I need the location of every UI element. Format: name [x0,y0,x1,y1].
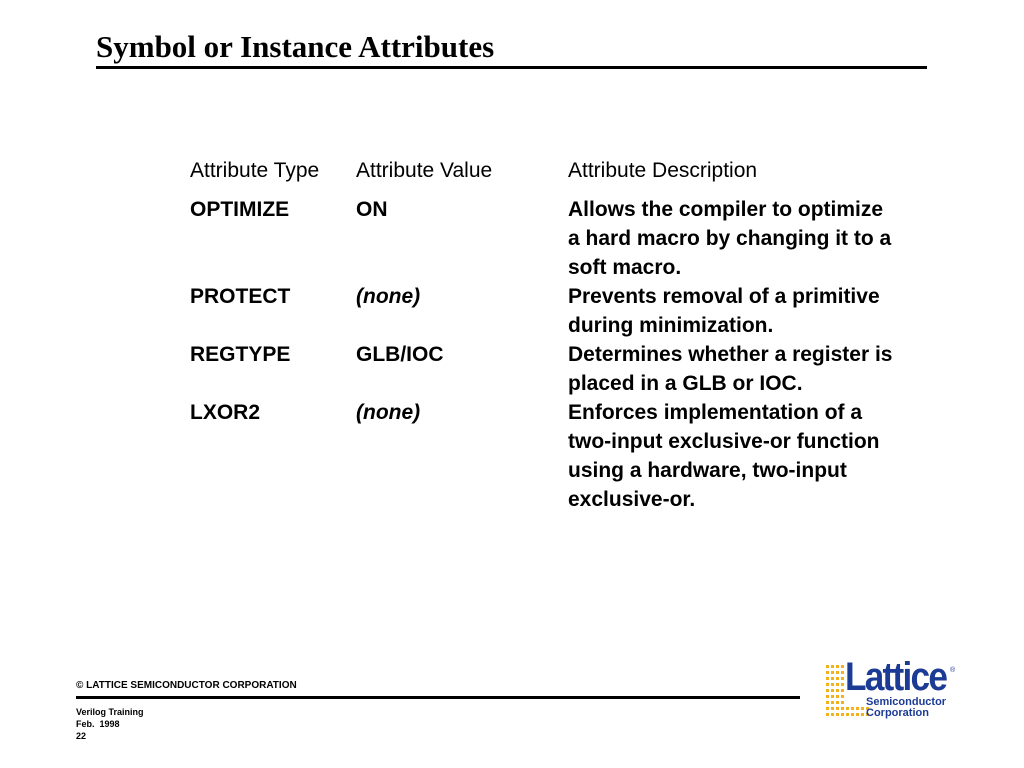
table-row [186,195,898,282]
table-row [186,398,898,514]
logo-dot [831,665,834,668]
logo-dot [826,695,829,698]
logo-dot [826,677,829,680]
logo-dot [826,665,829,668]
page-number: 22 [76,731,87,741]
attribute-type-cell: PROTECT [190,285,291,308]
logo-dot [826,701,829,704]
logo-dot [841,689,844,692]
attribute-type-cell: REGTYPE [190,343,291,366]
logo-dot [836,665,839,668]
logo-dot [841,707,844,710]
footer-info [76,706,144,742]
logo-dot [841,671,844,674]
logo-dot [826,707,829,710]
logo-dot [861,713,864,716]
logo-dot [836,677,839,680]
logo-dot [831,713,834,716]
logo-dot [826,689,829,692]
logo-dot [826,713,829,716]
logo-dot [826,683,829,686]
logo-dot [841,683,844,686]
logo-wordmark: Lattice [845,655,947,699]
logo-dot [836,707,839,710]
logo-dot [841,701,844,704]
attribute-description-cell: Determines whether a register is placed in a GLB or IOC. [568,343,893,395]
logo-dot [836,671,839,674]
page-title: Symbol or Instance Attributes [96,29,495,64]
logo-dot [841,665,844,668]
logo-dot [831,683,834,686]
table-header-row [186,154,898,195]
logo-dot [856,713,859,716]
attribute-value-cell: ON [356,198,388,221]
attribute-value-cell: (none) [356,285,421,308]
logo-subtitle-line1: Semiconductor [866,696,947,708]
logo-subtitle [866,697,946,719]
slide-date: Feb. 1998 [76,719,120,729]
title-underline [96,66,927,69]
attribute-type-cell: OPTIMIZE [190,198,290,221]
logo-dot [841,713,844,716]
logo-dot [836,701,839,704]
course-name: Verilog Training [76,707,144,717]
copyright-notice: © LATTICE SEMICONDUCTOR CORPORATION [76,680,297,691]
attribute-table [186,154,898,514]
header-attribute-value: Attribute Value [356,159,493,182]
attribute-value-cell: (none) [356,401,421,424]
logo-subtitle-line2: Corporation [866,707,929,719]
attribute-type-cell: LXOR2 [190,401,261,424]
logo-dot [841,677,844,680]
table-row [186,282,898,340]
logo-dot [841,695,844,698]
logo-dot [836,683,839,686]
logo-dot [846,707,849,710]
logo-dot [851,713,854,716]
header-attribute-type: Attribute Type [190,159,320,182]
logo-dot [836,713,839,716]
logo-dot [831,677,834,680]
logo-dot [846,713,849,716]
logo-dot [836,695,839,698]
attribute-description-cell: Allows the compiler to optimize a hard macro by changing it to a soft macro. [568,198,892,279]
attribute-value-cell: GLB/IOC [356,343,444,366]
logo-dot [831,671,834,674]
registered-mark: ® [950,667,956,674]
logo-dot [831,707,834,710]
logo-dot [861,707,864,710]
logo-dot [831,689,834,692]
logo-dot [836,689,839,692]
footer-divider [76,696,800,699]
logo-dot [851,707,854,710]
logo-dot [831,701,834,704]
logo-dot [831,695,834,698]
attribute-description-cell: Prevents removal of a primitive during minimization. [568,285,880,337]
attribute-description-cell: Enforces implementation of a two-input exclusive-or function using a hardware, two-input exclusive-or. [568,401,880,511]
logo-dot [826,671,829,674]
table-row [186,340,898,398]
logo-dot [856,707,859,710]
header-attribute-description: Attribute Description [568,159,758,182]
